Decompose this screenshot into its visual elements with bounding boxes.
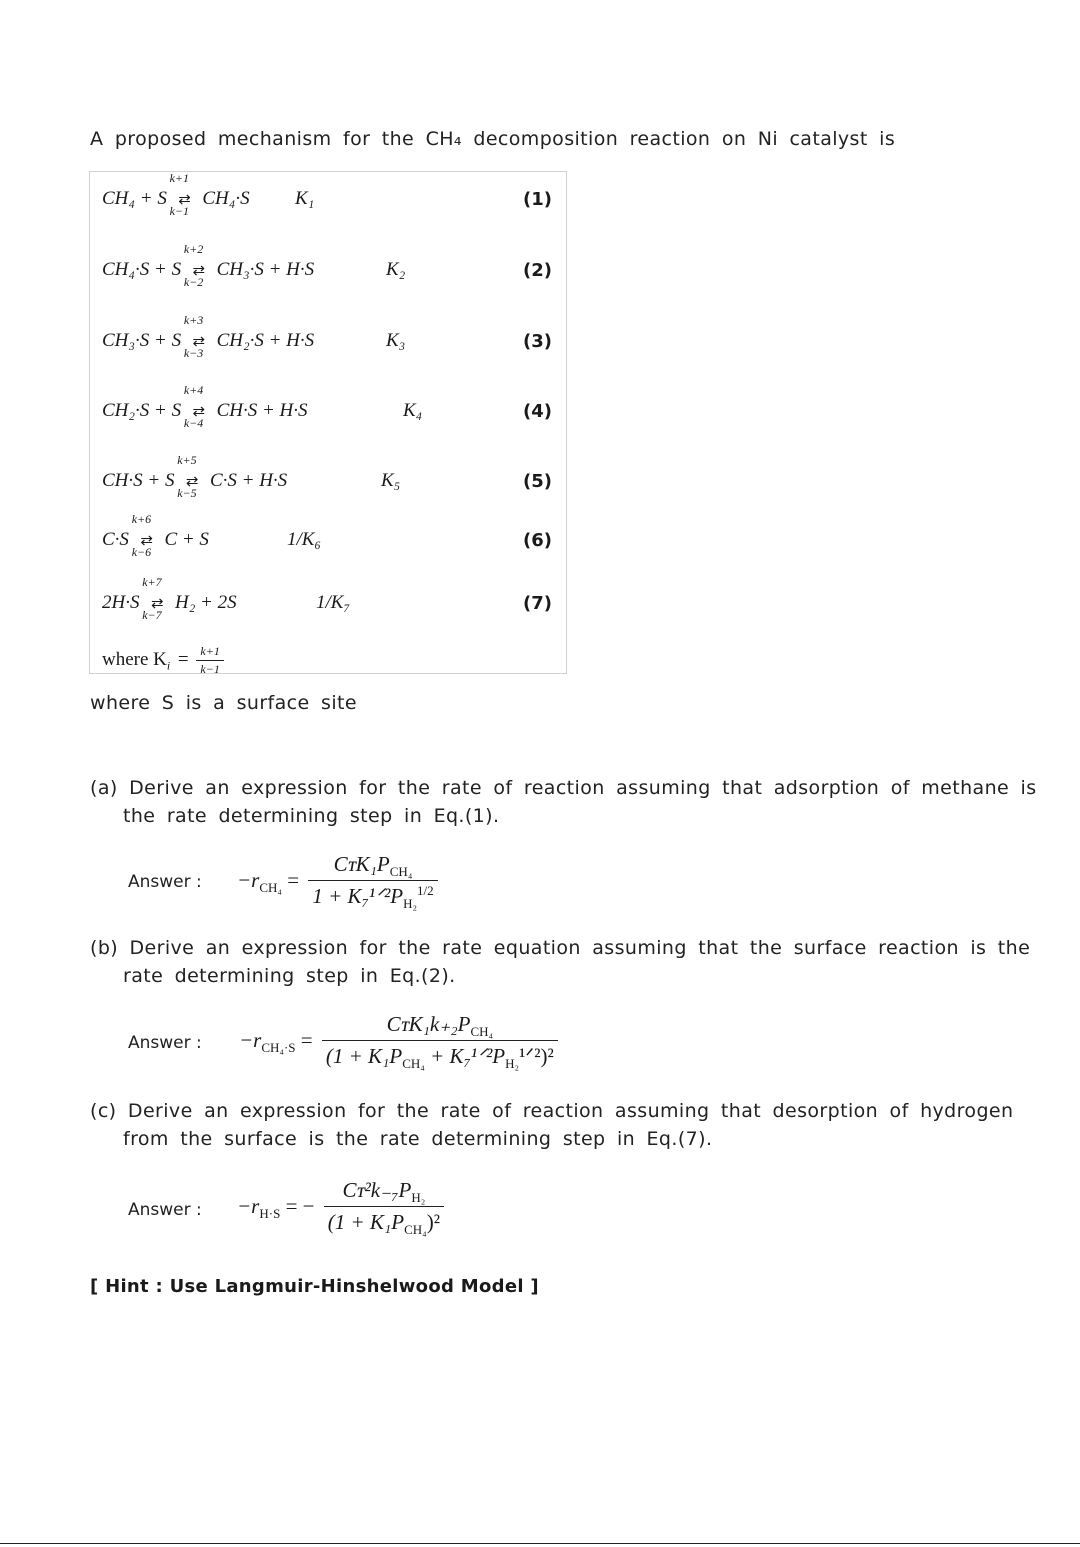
equation-number: (2) bbox=[523, 260, 552, 281]
reverse-rate-constant: k−2 bbox=[183, 275, 204, 289]
equilibrium-arrow-icon: k+6 ⇄ k−6 bbox=[131, 512, 153, 559]
part-c-question: (c) Derive an expression for the rate of reaction assuming that desorption of hydrogen bbox=[90, 1100, 1014, 1122]
mechanism-step-5 bbox=[102, 453, 288, 500]
equilibrium-constant: K₅ bbox=[381, 470, 401, 491]
equation-number: (4) bbox=[523, 401, 552, 422]
equilibrium-constant: 1/K₆ bbox=[287, 529, 322, 550]
products: CH₃·S + H·S bbox=[216, 259, 315, 280]
mechanism-step-3 bbox=[102, 313, 315, 360]
products: C·S + H·S bbox=[209, 470, 288, 491]
part-b-question-cont: rate determining step in Eq.(2). bbox=[123, 965, 456, 987]
mechanism-step-4 bbox=[102, 383, 308, 430]
part-c-question-cont: from the surface is the rate determining step in Eq.(7). bbox=[123, 1128, 713, 1150]
part-a-answer-label: Answer : bbox=[128, 872, 202, 892]
equation-number: (1) bbox=[523, 189, 552, 210]
part-b-answer-equation: $-r_{CH_4\cdot S}$ = $\frac{CᴛK_1k_{+2}P_{CH_4}}{(1 + K_1P_{CH_4} + K_7^1ᐟ^2P_{H_2}^1ᐟ^2)^2}$ bbox=[239, 1012, 558, 1069]
reactants: CH₄·S + S bbox=[102, 259, 182, 280]
part-a-question-cont: the rate determining step in Eq.(1). bbox=[123, 805, 500, 827]
equilibrium-constant: K₄ bbox=[403, 400, 423, 421]
reverse-rate-constant: k−5 bbox=[177, 486, 197, 500]
equation-number: (5) bbox=[523, 471, 552, 492]
products: CH₄·S bbox=[202, 188, 250, 209]
reverse-rate-constant: k−6 bbox=[131, 545, 152, 559]
products: CH₂·S + H·S bbox=[216, 330, 315, 351]
part-b-answer-label: Answer : bbox=[128, 1033, 202, 1053]
part-c-answer-label: Answer : bbox=[128, 1200, 202, 1220]
equilibrium-arrow-icon: k+1 ⇄ k−1 bbox=[169, 171, 191, 218]
forward-rate-constant: k+4 bbox=[183, 383, 204, 397]
site-note: where S is a surface site bbox=[90, 692, 357, 714]
mechanism-step-7 bbox=[102, 575, 237, 622]
equilibrium-arrow-icon: k+2 ⇄ k−2 bbox=[183, 242, 206, 289]
reverse-rate-constant: k−4 bbox=[183, 416, 204, 430]
mechanism-step-2 bbox=[102, 242, 315, 289]
part-a-question: (a) Derive an expression for the rate of reaction assuming that adsorption of methane is bbox=[90, 777, 1037, 799]
where-definition: where $K_i$ = $\frac{k+1}{k-1}$ bbox=[102, 644, 224, 677]
equilibrium-constant: K₁ bbox=[295, 188, 315, 209]
reverse-rate-constant: k−3 bbox=[183, 346, 204, 360]
products: H₂ + 2S bbox=[174, 592, 237, 613]
reactants: CH₄ + S bbox=[102, 188, 167, 209]
equilibrium-constant: 1/K₇ bbox=[316, 592, 351, 613]
mechanism-box bbox=[89, 171, 567, 674]
equilibrium-constant: K₃ bbox=[386, 330, 406, 351]
reverse-rate-constant: k−7 bbox=[142, 608, 162, 622]
equilibrium-arrow-icon: k+3 ⇄ k−3 bbox=[183, 313, 206, 360]
equation-number: (3) bbox=[523, 331, 552, 352]
part-b-question: (b) Derive an expression for the rate equation assuming that the surface reaction is the bbox=[90, 937, 1031, 959]
products: C + S bbox=[164, 529, 209, 550]
mechanism-step-6 bbox=[102, 512, 209, 559]
bottom-rule bbox=[0, 1543, 1080, 1544]
forward-rate-constant: k+3 bbox=[183, 313, 204, 327]
forward-rate-constant: k+5 bbox=[177, 453, 197, 467]
intro-text: A proposed mechanism for the CH₄ decomposition reaction on Ni catalyst is bbox=[90, 128, 896, 150]
equilibrium-arrow-icon: k+4 ⇄ k−4 bbox=[183, 383, 206, 430]
part-c-answer-equation: $-r_{H\cdot S}$ = − $\frac{Cᴛ^2k_{-7}P_{H_2}}{(1 + K_1P_{CH_4})^2}$ bbox=[237, 1178, 444, 1235]
reactants: CH₃·S + S bbox=[102, 330, 182, 351]
hint-text: [ Hint : Use Langmuir-Hinshelwood Model ] bbox=[90, 1276, 539, 1297]
equilibrium-arrow-icon: k+5 ⇄ k−5 bbox=[177, 453, 199, 500]
reactants: CH₂·S + S bbox=[102, 400, 182, 421]
equilibrium-constant: K₂ bbox=[386, 259, 406, 280]
forward-rate-constant: k+2 bbox=[183, 242, 204, 256]
equation-number: (6) bbox=[523, 530, 552, 551]
forward-rate-constant: k+7 bbox=[142, 575, 162, 589]
reactants: 2H·S bbox=[102, 592, 140, 613]
reactants: C·S bbox=[102, 529, 129, 550]
forward-rate-constant: k+6 bbox=[131, 512, 152, 526]
equation-number: (7) bbox=[523, 593, 552, 614]
mechanism-step-1 bbox=[102, 171, 250, 218]
reverse-rate-constant: k−1 bbox=[169, 204, 190, 218]
equilibrium-arrow-icon: k+7 ⇄ k−7 bbox=[142, 575, 164, 622]
products: CH·S + H·S bbox=[216, 400, 308, 421]
forward-rate-constant: k+1 bbox=[169, 171, 190, 185]
reactants: CH·S + S bbox=[102, 470, 175, 491]
part-a-answer-equation: $-r_{CH_4}$ = $\frac{CᴛK_1P_{CH_4}}{1 + K_7^1ᐟ^2P_{H_2}^{1/2}}$ bbox=[237, 852, 438, 909]
